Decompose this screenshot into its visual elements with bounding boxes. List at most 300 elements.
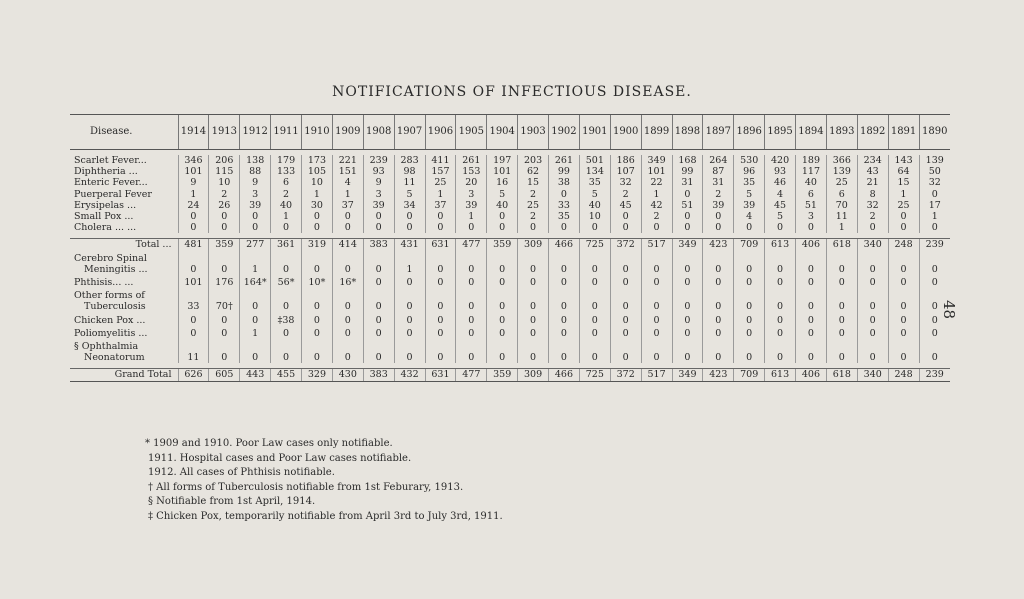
table-cell: 517	[641, 369, 672, 381]
table-cell: 0	[703, 288, 734, 312]
table-cell: 32	[919, 177, 950, 188]
table-cell: 0	[518, 288, 549, 312]
table-cell: 6	[271, 177, 302, 188]
table-cell: 0	[919, 251, 950, 275]
row-label-line: Scarlet Fever...	[74, 155, 147, 166]
table-cell: 0	[332, 222, 363, 233]
table-cell: 0	[857, 222, 888, 233]
row-label-line: Poliomyelitis ...	[74, 327, 148, 339]
table-cell: 0	[394, 211, 425, 222]
table-cell: 1	[332, 189, 363, 200]
table-cell: 0	[394, 275, 425, 288]
table-cell: 6	[796, 189, 827, 200]
table-cell: 0	[734, 326, 765, 339]
row-label-line: Erysipelas ...	[74, 199, 137, 211]
table-cell: 0	[888, 326, 919, 339]
table-cell: 423	[703, 369, 734, 381]
table-cell: 197	[487, 155, 518, 166]
table-cell: 0	[363, 251, 394, 275]
table-cell: 46	[765, 177, 796, 188]
table-cell: 420	[765, 155, 796, 166]
table-cell: 0	[703, 222, 734, 233]
row-label	[70, 189, 178, 200]
table-cell: 9	[240, 177, 271, 188]
table-cell: 709	[734, 369, 765, 381]
table-cell: 30	[302, 200, 333, 211]
table-row	[70, 189, 950, 200]
year-column-header: 1912	[240, 115, 271, 150]
table-cell: 40	[487, 200, 518, 211]
table-cell: 32	[857, 200, 888, 211]
year-column-header: 1910	[302, 115, 333, 150]
table-cell: 32	[610, 177, 641, 188]
table-cell: 0	[826, 339, 857, 363]
table-cell: 0	[765, 339, 796, 363]
table-cell: 0	[425, 313, 456, 326]
table-cell: 349	[672, 239, 703, 251]
table-cell: 0	[549, 275, 580, 288]
table-cell: 0	[579, 222, 610, 233]
table-cell: 35	[549, 211, 580, 222]
table-cell: 22	[641, 177, 672, 188]
table-cell: 0	[302, 326, 333, 339]
table-cell: 618	[826, 369, 857, 381]
table-cell: 0	[796, 251, 827, 275]
year-column-header: 1890	[919, 115, 950, 150]
table-cell: 0	[363, 211, 394, 222]
table-cell: 173	[302, 155, 333, 166]
year-column-header: 1907	[394, 115, 425, 150]
table-cell: 1	[641, 189, 672, 200]
table-cell: 51	[672, 200, 703, 211]
table-cell: 105	[302, 166, 333, 177]
table-cell: 0	[610, 275, 641, 288]
table-cell: 0	[487, 222, 518, 233]
table-cell: 5	[765, 211, 796, 222]
table-cell: 0	[765, 222, 796, 233]
footnote-line: † All forms of Tuberculosis notifiable from 1st Feburary, 1913.	[148, 481, 464, 493]
table-cell: 0	[425, 222, 456, 233]
table-cell: 361	[271, 239, 302, 251]
row-label-line: Small Pox ...	[74, 211, 134, 223]
table-row	[70, 326, 950, 339]
table-cell: 0	[549, 339, 580, 363]
row-label	[70, 155, 178, 166]
table-cell: 0	[826, 313, 857, 326]
table-cell: ‡38	[271, 313, 302, 326]
table-cell: 117	[796, 166, 827, 177]
table-cell: 138	[240, 155, 271, 166]
table-cell: 8	[857, 189, 888, 200]
table-cell: 0	[610, 339, 641, 363]
table-cell: 0	[518, 339, 549, 363]
table-cell: 0	[332, 251, 363, 275]
table-cell: 39	[240, 200, 271, 211]
table-cell: 517	[641, 239, 672, 251]
table-cell: 31	[672, 177, 703, 188]
table-cell: 0	[209, 313, 240, 326]
table-cell: 340	[857, 239, 888, 251]
table-cell: 372	[610, 369, 641, 381]
table-cell: 133	[271, 166, 302, 177]
row-label-line: Puerperal Fever	[74, 188, 152, 200]
table-cell: 0	[240, 313, 271, 326]
table-cell: 186	[610, 155, 641, 166]
table-cell: 466	[549, 239, 580, 251]
table-cell: 38	[549, 177, 580, 188]
table-cell: 0	[549, 313, 580, 326]
table-cell: 372	[610, 239, 641, 251]
row-label	[70, 239, 178, 251]
year-column-header: 1905	[456, 115, 487, 150]
table-cell: 99	[549, 166, 580, 177]
table-cell: 24	[178, 200, 209, 211]
table-cell: 153	[456, 166, 487, 177]
table-cell: 62	[518, 166, 549, 177]
table-cell: 0	[703, 339, 734, 363]
table-cell: 11	[178, 339, 209, 363]
table-cell: 0	[271, 222, 302, 233]
table-cell: 0	[826, 251, 857, 275]
table-cell: 0	[178, 222, 209, 233]
table-cell: 0	[425, 275, 456, 288]
table-cell: 0	[734, 222, 765, 233]
table-cell: 39	[363, 200, 394, 211]
table-cell: 0	[672, 339, 703, 363]
table-cell: 0	[734, 251, 765, 275]
table-cell: 9	[178, 177, 209, 188]
row-label	[70, 288, 178, 312]
table-cell: 17	[919, 200, 950, 211]
table-cell: 631	[425, 239, 456, 251]
row-label	[70, 369, 178, 381]
table-cell: 40	[579, 200, 610, 211]
table-cell: 626	[178, 369, 209, 381]
table-cell: 239	[919, 239, 950, 251]
table-cell: 45	[610, 200, 641, 211]
disease-column-header: Disease.	[70, 115, 178, 150]
table-cell: 39	[456, 200, 487, 211]
table-cell: 0	[888, 222, 919, 233]
table-cell: 0	[425, 339, 456, 363]
table-row	[70, 313, 950, 326]
table-cell: 107	[610, 166, 641, 177]
table-cell: 0	[332, 288, 363, 312]
table-cell: 0	[672, 288, 703, 312]
table-cell: 613	[765, 369, 796, 381]
table-cell: 0	[919, 222, 950, 233]
row-label-line: Enteric Fever...	[74, 177, 148, 189]
table-cell: 1	[394, 251, 425, 275]
table-cell: 1	[240, 251, 271, 275]
table-cell: 432	[394, 369, 425, 381]
table-cell: 0	[734, 339, 765, 363]
table-cell: 0	[271, 326, 302, 339]
table-cell: 0	[641, 251, 672, 275]
table-cell: 0	[703, 251, 734, 275]
table-cell: 0	[394, 326, 425, 339]
table-cell: 0	[919, 326, 950, 339]
table-cell: 0	[178, 326, 209, 339]
table-cell: 0	[672, 313, 703, 326]
footnote-line: 1911. Hospital cases and Poor Law cases notifiable.	[148, 452, 412, 464]
table-cell: 10	[579, 211, 610, 222]
table-cell: 203	[518, 155, 549, 166]
table-cell: 0	[765, 326, 796, 339]
table-cell: 0	[888, 313, 919, 326]
table-cell: 0	[734, 275, 765, 288]
table-cell: 0	[888, 288, 919, 312]
table-cell: 0	[796, 275, 827, 288]
table-cell: 0	[641, 326, 672, 339]
table-cell: 0	[549, 288, 580, 312]
table-cell: 0	[394, 288, 425, 312]
table-cell: 0	[857, 275, 888, 288]
table-cell: 359	[487, 239, 518, 251]
table-row	[70, 239, 950, 251]
year-column-header: 1899	[641, 115, 672, 150]
table-cell: 605	[209, 369, 240, 381]
table-cell: 70	[826, 200, 857, 211]
table-cell: 3	[456, 189, 487, 200]
row-label	[70, 211, 178, 222]
year-column-header: 1903	[518, 115, 549, 150]
table-cell: 50	[919, 166, 950, 177]
table-cell: 0	[332, 211, 363, 222]
table-cell: 0	[271, 251, 302, 275]
table-cell: 0	[888, 339, 919, 363]
table-cell: 0	[518, 251, 549, 275]
table-cell: 477	[456, 369, 487, 381]
table-cell: 0	[610, 288, 641, 312]
table-cell: 1	[826, 222, 857, 233]
table-cell: 2	[857, 211, 888, 222]
row-label-line: Other forms of	[74, 290, 145, 302]
table-cell: 261	[456, 155, 487, 166]
page-number: 48	[940, 300, 958, 320]
table-cell: 157	[425, 166, 456, 177]
table-cell: 0	[857, 326, 888, 339]
table-cell: 0	[456, 313, 487, 326]
table-cell: 34	[394, 200, 425, 211]
year-column-header: 1900	[610, 115, 641, 150]
table-cell: 0	[919, 339, 950, 363]
table-cell: 0	[610, 222, 641, 233]
row-label	[70, 339, 178, 363]
table-cell: 206	[209, 155, 240, 166]
table-cell: 248	[888, 239, 919, 251]
table-cell: 349	[672, 369, 703, 381]
table-cell: 277	[240, 239, 271, 251]
table-cell: 26	[209, 200, 240, 211]
table-cell: 261	[549, 155, 580, 166]
notifications-table	[70, 114, 950, 382]
row-label	[70, 200, 178, 211]
table-cell: 0	[456, 288, 487, 312]
table-cell: 42	[641, 200, 672, 211]
table-cell: 33	[549, 200, 580, 211]
table-cell: 0	[888, 251, 919, 275]
table-cell: 1	[919, 211, 950, 222]
row-label-line: Grand Total	[114, 369, 172, 381]
table-cell: 0	[857, 339, 888, 363]
table-cell: 501	[579, 155, 610, 166]
table-cell: 309	[518, 369, 549, 381]
table-cell: 1	[456, 211, 487, 222]
table-cell: 0	[456, 275, 487, 288]
table-cell: 39	[734, 200, 765, 211]
footnote-line: § Notifiable from 1st April, 1914.	[148, 496, 316, 508]
table-cell: 43	[857, 166, 888, 177]
table-cell: 25	[826, 177, 857, 188]
table-cell: 283	[394, 155, 425, 166]
table-cell: 0	[240, 288, 271, 312]
row-label-line: § Ophthalmia	[74, 341, 139, 353]
footnote-line: * 1909 and 1910. Poor Law cases only notifiable.	[145, 438, 393, 449]
footnotes	[145, 437, 503, 525]
year-column-header: 1908	[363, 115, 394, 150]
table-cell: 631	[425, 369, 456, 381]
year-column-header: 1914	[178, 115, 209, 150]
table-cell: 176	[209, 275, 240, 288]
table-cell: 0	[209, 251, 240, 275]
table-cell: 0	[394, 313, 425, 326]
year-column-header: 1896	[734, 115, 765, 150]
table-cell: 0	[579, 251, 610, 275]
footnote-line: ‡ Chicken Pox, temporarily notifiable from April 3rd to July 3rd, 1911.	[148, 510, 503, 522]
table-cell: 414	[332, 239, 363, 251]
table-cell: 0	[209, 211, 240, 222]
table-cell: 340	[857, 369, 888, 381]
table-row	[70, 211, 950, 222]
table-row	[70, 155, 950, 166]
table-cell: 40	[796, 177, 827, 188]
table-cell: 101	[178, 166, 209, 177]
table-cell: 0	[857, 313, 888, 326]
table-row	[70, 369, 950, 381]
table-cell: 359	[487, 369, 518, 381]
table-cell: 1	[178, 189, 209, 200]
table-cell: 1	[240, 326, 271, 339]
table-cell: 0	[672, 211, 703, 222]
table-cell: 431	[394, 239, 425, 251]
table-cell: 0	[302, 313, 333, 326]
table-cell: 0	[765, 275, 796, 288]
table-cell: 0	[703, 313, 734, 326]
row-label	[70, 313, 178, 326]
table-cell: 0	[796, 326, 827, 339]
table-cell: 11	[826, 211, 857, 222]
table-cell: 35	[579, 177, 610, 188]
table-cell: 346	[178, 155, 209, 166]
row-label	[70, 326, 178, 339]
table-cell: 37	[332, 200, 363, 211]
year-column-header: 1891	[888, 115, 919, 150]
table-cell: 0	[734, 288, 765, 312]
table-cell: 0	[579, 326, 610, 339]
table-cell: 0	[518, 313, 549, 326]
table-cell: 0	[549, 222, 580, 233]
table-cell: 349	[641, 155, 672, 166]
table-cell: 0	[456, 222, 487, 233]
table-cell: 0	[332, 339, 363, 363]
table-cell: 0	[302, 222, 333, 233]
table-cell: 134	[579, 166, 610, 177]
table-cell: 359	[209, 239, 240, 251]
table-cell: 329	[302, 369, 333, 381]
row-label	[70, 166, 178, 177]
table-cell: 1	[271, 211, 302, 222]
row-label	[70, 251, 178, 275]
table-cell: 5	[579, 189, 610, 200]
table-cell: 366	[826, 155, 857, 166]
table-cell: 96	[734, 166, 765, 177]
table-cell: 87	[703, 166, 734, 177]
table-cell: 725	[579, 239, 610, 251]
table-cell: 25	[425, 177, 456, 188]
table-cell: 115	[209, 166, 240, 177]
table-cell: 0	[826, 326, 857, 339]
table-cell: 0	[796, 222, 827, 233]
table-cell: 21	[857, 177, 888, 188]
table-cell: 0	[209, 326, 240, 339]
table-cell: 189	[796, 155, 827, 166]
table-cell: 45	[765, 200, 796, 211]
table-cell: 179	[271, 155, 302, 166]
table-cell: 0	[641, 222, 672, 233]
table-cell: 0	[672, 275, 703, 288]
table-row	[70, 166, 950, 177]
table-cell: 0	[549, 326, 580, 339]
table-cell: 239	[919, 369, 950, 381]
table-cell: 3	[796, 211, 827, 222]
table-cell: 0	[178, 211, 209, 222]
table-cell: 0	[518, 222, 549, 233]
year-column-header: 1894	[796, 115, 827, 150]
table-row	[70, 275, 950, 288]
row-label	[70, 222, 178, 233]
row-label-line: Diphtheria ...	[74, 166, 138, 178]
table-cell: 15	[518, 177, 549, 188]
table-cell: 51	[796, 200, 827, 211]
table-cell: 0	[456, 326, 487, 339]
table-cell: 101	[641, 166, 672, 177]
table-cell: 0	[919, 313, 950, 326]
row-label-line: Meningitis ...	[84, 263, 148, 275]
table-cell: 477	[456, 239, 487, 251]
row-label	[70, 275, 178, 288]
year-column-header: 1897	[703, 115, 734, 150]
year-column-header: 1898	[672, 115, 703, 150]
table-cell: 0	[332, 326, 363, 339]
row-label-line: Cerebro Spinal	[74, 252, 147, 264]
table-cell: 2	[209, 189, 240, 200]
table-cell: 143	[888, 155, 919, 166]
table-body	[70, 150, 950, 382]
table-cell: 0	[579, 313, 610, 326]
table-cell: 139	[826, 166, 857, 177]
row-label	[70, 177, 178, 188]
table-cell: 309	[518, 239, 549, 251]
table-cell: 0	[610, 313, 641, 326]
year-column-header: 1909	[332, 115, 363, 150]
table-cell: 0	[363, 313, 394, 326]
table-cell: 0	[209, 339, 240, 363]
table-cell: 0	[425, 288, 456, 312]
table-row	[70, 177, 950, 188]
table-cell: 0	[394, 339, 425, 363]
table-cell: 0	[641, 288, 672, 312]
